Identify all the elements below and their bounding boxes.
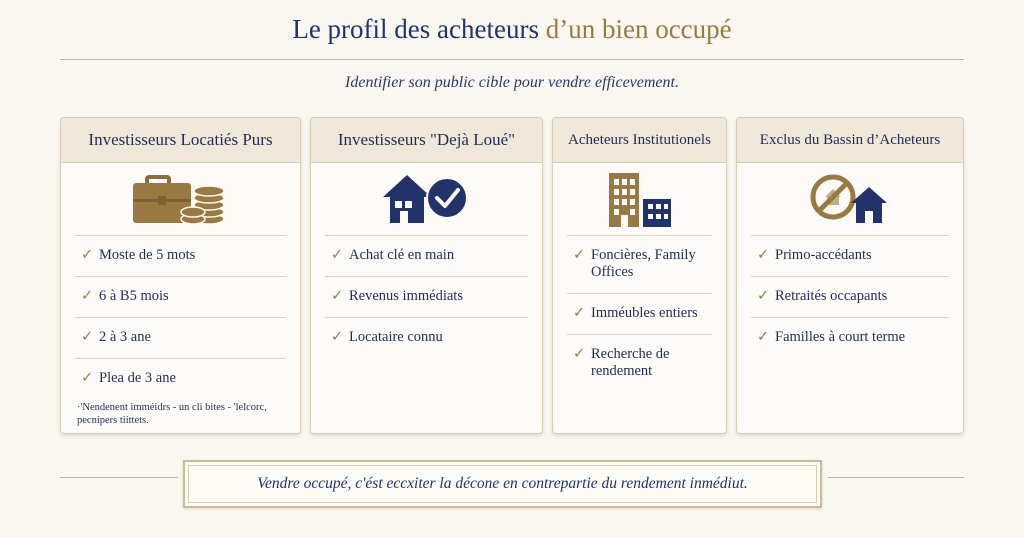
- card-title: Investisseurs "Dejà Loué": [311, 118, 542, 163]
- house-check-icon: [379, 171, 475, 227]
- card-note: ·'Nendenent imméidrs - un cli bites - 'lelcorc, pecnipers tiittets.: [77, 402, 267, 426]
- list-item: ✓ Plea de 3 ane: [75, 358, 286, 399]
- list-item: ✓ Foncières, Family Offices: [567, 235, 712, 293]
- list-item: ✓ Familles à court terme: [751, 317, 949, 358]
- check-icon: ✓: [757, 288, 770, 304]
- card-title: Exclus du Bassin d’Acheteurs: [737, 118, 963, 163]
- list-item: ✓ Retraités occapants: [751, 276, 949, 317]
- card-title: Acheteurs Institutionels: [553, 118, 726, 163]
- briefcase-coins-icon: [131, 171, 231, 227]
- list-item: ✓ Achat clé en main: [325, 235, 528, 276]
- card-exclus-bassin-acheteurs: [736, 117, 964, 434]
- check-icon: ✓: [81, 288, 94, 304]
- page-title: [0, 14, 1024, 45]
- check-icon: ✓: [573, 346, 586, 362]
- check-icon: ✓: [331, 247, 344, 263]
- check-icon: ✓: [81, 370, 94, 386]
- footer-quote: Vendre occupé, c'ést eccxiter la décone en contrepartie du rendement inmédiut.: [188, 465, 817, 503]
- list-item: ✓ Revenus immédiats: [325, 276, 528, 317]
- no-house-icon: [805, 171, 895, 227]
- title-accent: d’un bien occupé: [545, 14, 732, 44]
- list-item: ✓ Moste de 5 mots: [75, 235, 286, 276]
- check-icon: ✓: [757, 329, 770, 345]
- card-title: Investisseurs Locatiés Purs: [61, 118, 300, 163]
- list-item: ✓ 2 à 3 ane: [75, 317, 286, 358]
- list-item: ✓ Locataire connu: [325, 317, 528, 358]
- card-investisseurs-locatifs: [60, 117, 301, 434]
- list-item: ✓ 6 à B5 mois: [75, 276, 286, 317]
- title-divider: [60, 59, 964, 60]
- list-item: ✓ Imméubles entiers: [567, 293, 712, 334]
- footer-quote-box: [183, 460, 822, 508]
- card-investisseurs-deja-loue: [310, 117, 543, 434]
- title-main: Le profil des acheteurs: [292, 14, 539, 44]
- check-icon: ✓: [573, 305, 586, 321]
- list-item: ✓ Primo-accédants: [751, 235, 949, 276]
- check-icon: ✓: [573, 247, 586, 263]
- check-icon: ✓: [331, 329, 344, 345]
- footer-divider-right: [828, 477, 964, 478]
- footer-divider-left: [60, 477, 178, 478]
- card-acheteurs-institutionnels: [552, 117, 727, 434]
- subtitle: Identifier son public cible pour vendre efficevement.: [345, 74, 679, 91]
- check-icon: ✓: [757, 247, 770, 263]
- buildings-icon: [605, 169, 675, 229]
- check-icon: ✓: [81, 329, 94, 345]
- check-icon: ✓: [81, 247, 94, 263]
- list-item: ✓ Recherche de rendement: [567, 334, 712, 392]
- check-icon: ✓: [331, 288, 344, 304]
